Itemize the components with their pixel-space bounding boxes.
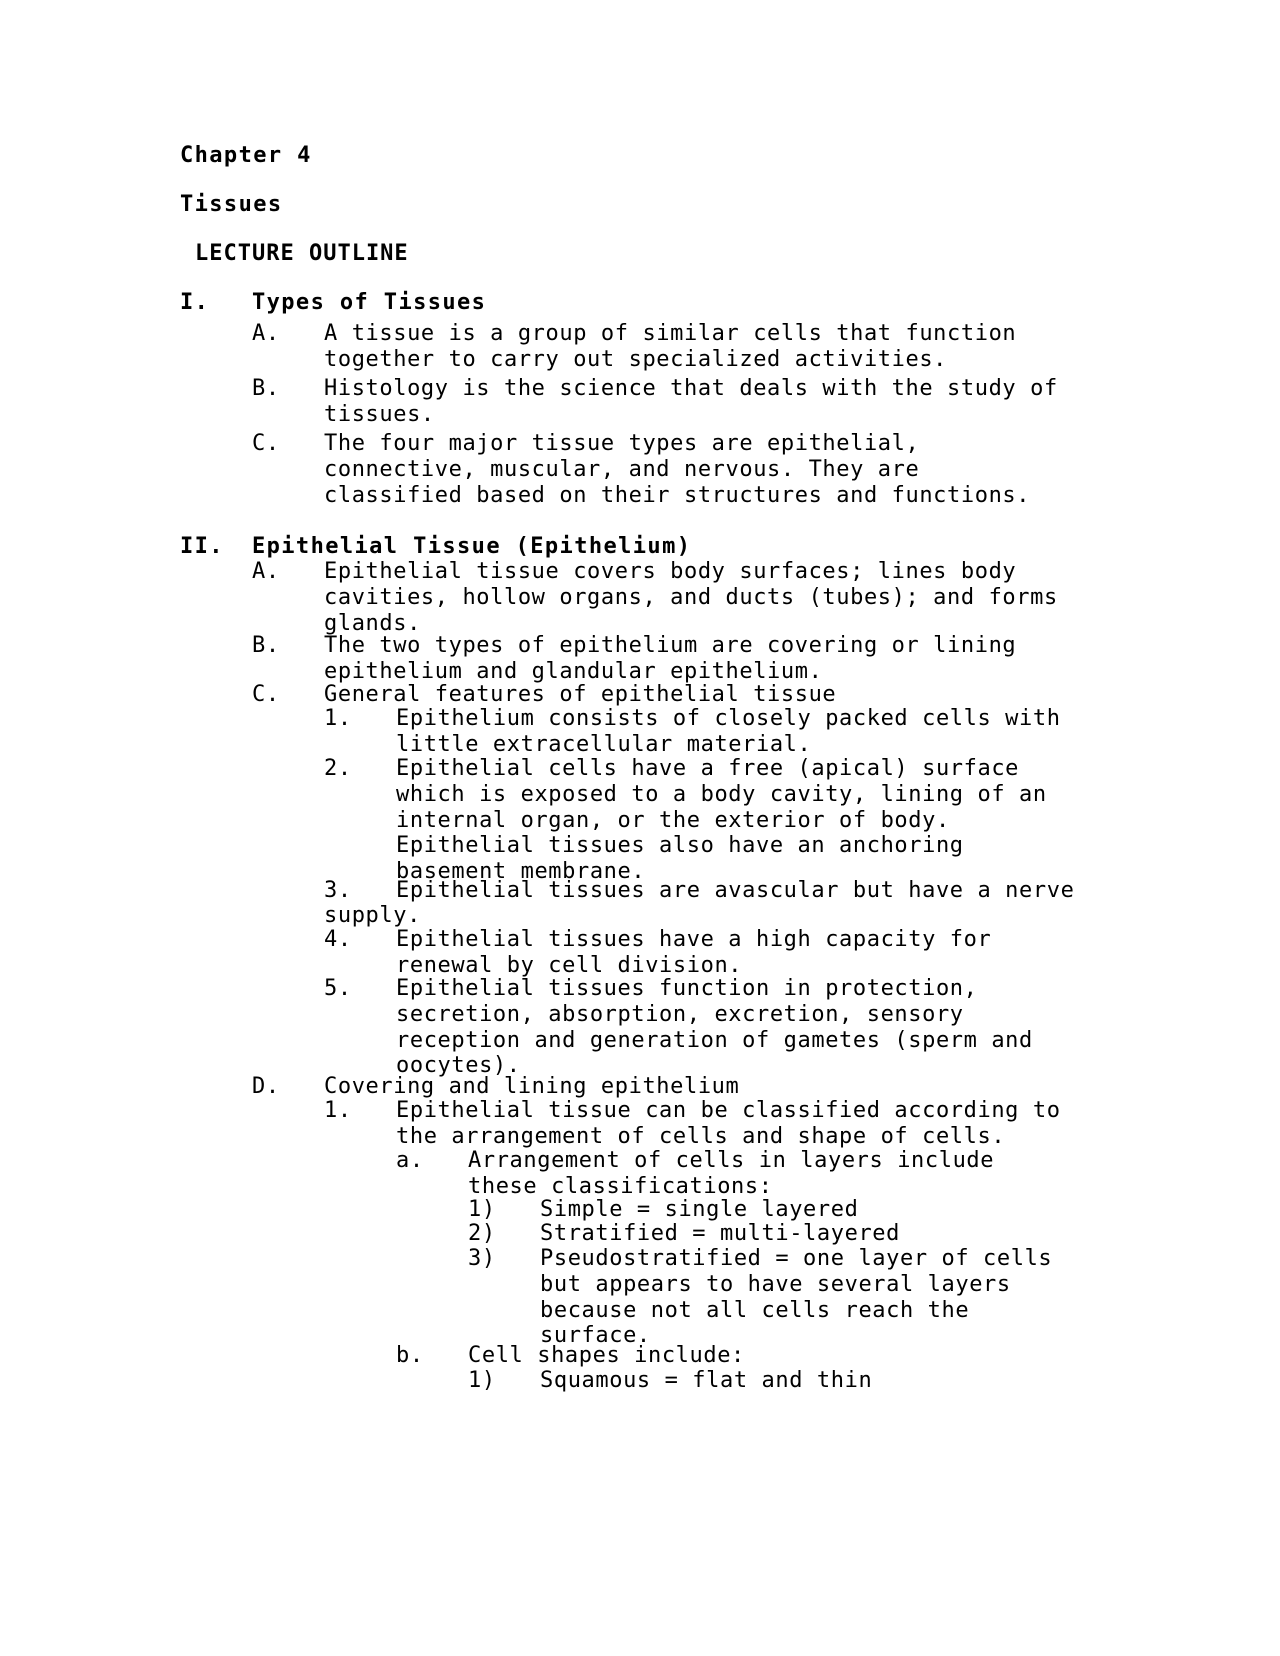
section-1-item-a-text: A tissue is a group of similar cells that function together to carry out specialized activities. xyxy=(324,321,1017,372)
c-item-2-label: 2. xyxy=(324,756,352,781)
section-2-number: II. xyxy=(180,534,224,559)
c-item-1-label: 1. xyxy=(324,706,352,731)
section-2-item-d-text: Covering and lining epithelium xyxy=(324,1074,740,1099)
section-1-number: I. xyxy=(180,290,210,315)
d-item-b-text: Cell shapes include: xyxy=(468,1343,745,1368)
d-item-1-label: 1. xyxy=(324,1098,352,1123)
lecture-outline-heading: LECTURE OUTLINE xyxy=(195,241,409,266)
section-2-title: Epithelial Tissue (Epithelium) xyxy=(252,534,692,559)
section-1-item-b-text: Histology is the science that deals with the study of tissues. xyxy=(324,376,1058,427)
d-a-item-2-text: Stratified = multi-layered xyxy=(540,1221,900,1246)
section-2-item-b-label: B. xyxy=(252,633,280,658)
section-1-item-a-label: A. xyxy=(252,321,280,346)
section-2-item-d-label: D. xyxy=(252,1074,280,1099)
d-a-item-3-label: 3) xyxy=(468,1246,496,1271)
d-item-a-text: Arrangement of cells in layers include these classifications: xyxy=(468,1148,995,1199)
d-a-item-1-text: Simple = single layered xyxy=(540,1197,859,1222)
chapter-heading: Chapter 4 xyxy=(180,143,312,168)
c-item-5-label: 5. xyxy=(324,976,352,1001)
page-title: Tissues xyxy=(180,192,283,217)
section-2-item-c-label: C. xyxy=(252,682,280,707)
section-2-item-b-text: The two types of epithelium are covering or lining epithelium and glandular epithelium. xyxy=(324,633,1017,684)
section-1-title: Types of Tissues xyxy=(252,290,487,315)
d-b-item-1-text: Squamous = flat and thin xyxy=(540,1368,873,1393)
d-b-item-1-label: 1) xyxy=(468,1368,496,1393)
c-item-4-label: 4. xyxy=(324,927,352,952)
section-2-item-a-label: A. xyxy=(252,559,280,584)
c-item-3-wrap-text: supply. xyxy=(324,903,421,928)
section-2-item-a-text: Epithelial tissue covers body surfaces; lines body cavities, hollow organs, and ducts (tubes); and forms glands. xyxy=(324,559,1058,636)
c-item-5-text: Epithelial tissues function in protection, secretion, absorption, excretion, sensory reception and generation of gametes (sperm and oocytes). xyxy=(396,976,1033,1079)
c-item-4-text: Epithelial tissues have a high capacity for renewal by cell division. xyxy=(396,927,992,978)
d-item-1-text: Epithelial tissue can be classified according to the arrangement of cells and shape of cells. xyxy=(396,1098,1061,1149)
section-1-item-b-label: B. xyxy=(252,376,280,401)
c-item-3-text: Epithelial tissues are avascular but have a nerve xyxy=(396,878,1075,903)
d-a-item-2-label: 2) xyxy=(468,1221,496,1246)
c-item-3-label: 3. xyxy=(324,878,352,903)
d-a-item-3-text: Pseudostratified = one layer of cells but appears to have several layers because not all cells reach the surface. xyxy=(540,1246,1053,1349)
section-1-item-c-label: C. xyxy=(252,431,280,456)
c-item-2-text: Epithelial cells have a free (apical) surface which is exposed to a body cavity, lining of an internal organ, or the exterior of body. Epithelial tissues also have an anchoring basement membrane. xyxy=(396,756,1047,885)
section-1-item-c-text: The four major tissue types are epithelial, connective, muscular, and nervous. They are classified based on their structures and functions. xyxy=(324,431,1031,508)
d-item-a-label: a. xyxy=(396,1148,424,1173)
d-item-b-label: b. xyxy=(396,1343,424,1368)
c-item-1-text: Epithelium consists of closely packed cells with little extracellular material. xyxy=(396,706,1061,757)
d-a-item-1-label: 1) xyxy=(468,1197,496,1222)
section-2-item-c-text: General features of epithelial tissue xyxy=(324,682,837,707)
